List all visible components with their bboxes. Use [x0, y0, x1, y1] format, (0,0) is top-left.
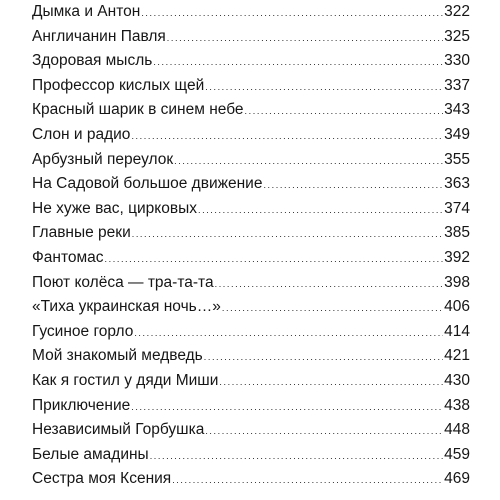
toc-entry-title: Приключение: [32, 396, 131, 414]
dot-leader: [204, 345, 443, 370]
toc-entry: [32, 221, 470, 246]
toc-entry: [32, 369, 470, 394]
toc-entry: [32, 0, 470, 25]
toc-entry-title: Гусиное горло: [32, 322, 134, 340]
toc-entry-page: 448: [444, 421, 470, 439]
dot-leader: [198, 198, 443, 223]
toc-entry-page: 406: [444, 298, 470, 316]
toc-entry-page: 392: [444, 248, 470, 266]
dot-leader: [131, 395, 443, 420]
toc-entry: [32, 271, 470, 296]
toc-entry-page: 430: [444, 371, 470, 389]
toc-entry: [32, 123, 470, 148]
toc-entry-title: Фантомас: [32, 248, 104, 266]
toc-entry: [32, 172, 470, 197]
toc-entry-title: Красный шарик в синем небе: [32, 101, 244, 119]
toc-entry-page: 374: [444, 199, 470, 217]
toc-entry: [32, 344, 470, 369]
dot-leader: [205, 419, 443, 444]
toc-entry: [32, 148, 470, 173]
toc-entry: [32, 320, 470, 345]
toc-entry-title: Мой знакомый медведь: [32, 347, 203, 365]
toc-entry-title: Дымка и Антон: [32, 3, 141, 20]
toc-entry-page: 414: [444, 322, 470, 340]
toc-entry-title: Поют колёса — тра-та-та: [32, 273, 214, 291]
toc-entry: [32, 98, 470, 123]
toc-entry: [32, 197, 470, 222]
toc-entry: [32, 467, 470, 492]
toc-entry-title: На Садовой большое движение: [32, 175, 263, 193]
dot-leader: [132, 222, 443, 247]
toc-entry-page: 349: [444, 125, 470, 143]
toc-entry-title: Здоровая мысль: [32, 52, 153, 70]
dot-leader: [174, 149, 443, 174]
dot-leader: [222, 296, 443, 321]
toc-entry-page: 325: [444, 27, 470, 45]
toc-entry-title: Слон и радио: [32, 125, 131, 143]
dot-leader: [167, 26, 443, 51]
toc-entry: [32, 295, 470, 320]
dot-leader: [263, 173, 443, 198]
toc-entry: [32, 394, 470, 419]
toc-entry: [32, 418, 470, 443]
toc-entry-page: 343: [444, 101, 470, 119]
toc-entry: [32, 74, 470, 99]
dot-leader: [219, 370, 443, 395]
dot-leader: [172, 468, 443, 493]
toc-entry: [32, 246, 470, 271]
dot-leader: [153, 50, 443, 75]
toc-entry-title: Как я гостил у дяди Миши: [32, 371, 219, 389]
dot-leader: [150, 444, 443, 469]
toc-entry-title: Сестра моя Ксения: [32, 470, 172, 488]
dot-leader: [245, 99, 444, 124]
toc-entry-title: Независимый Горбушка: [32, 421, 205, 439]
toc-entry-page: 330: [444, 52, 470, 70]
table-of-contents: [32, 0, 470, 492]
toc-entry-title: Профессор кислых щей: [32, 76, 205, 94]
toc-entry-page: 421: [444, 347, 470, 365]
dot-leader: [141, 1, 443, 26]
dot-leader: [134, 321, 443, 346]
toc-entry: [32, 49, 470, 74]
toc-entry-page: 385: [444, 224, 470, 242]
toc-entry-title: Белые амадины: [32, 445, 149, 463]
toc-entry-title: Англичанин Павля: [32, 27, 166, 45]
toc-entry-title: «Тиха украинская ночь…»: [32, 298, 221, 316]
dot-leader: [105, 247, 444, 272]
toc-entry-page: 459: [444, 445, 470, 463]
toc-entry: [32, 25, 470, 50]
toc-entry-page: 337: [444, 76, 470, 94]
dot-leader: [131, 124, 443, 149]
toc-entry-title: Арбузный переулок: [32, 150, 174, 168]
toc-entry-page: 322: [444, 3, 470, 20]
toc-entry-page: 438: [444, 396, 470, 414]
dot-leader: [205, 75, 443, 100]
dot-leader: [215, 272, 444, 297]
toc-entry: [32, 443, 470, 468]
toc-entry-title: Главные реки: [32, 224, 131, 242]
toc-entry-page: 355: [444, 150, 470, 168]
toc-entry-page: 363: [444, 175, 470, 193]
toc-entry-page: 469: [444, 470, 470, 488]
toc-entry-title: Не хуже вас, цирковых: [32, 199, 197, 217]
toc-entry-page: 398: [444, 273, 470, 291]
